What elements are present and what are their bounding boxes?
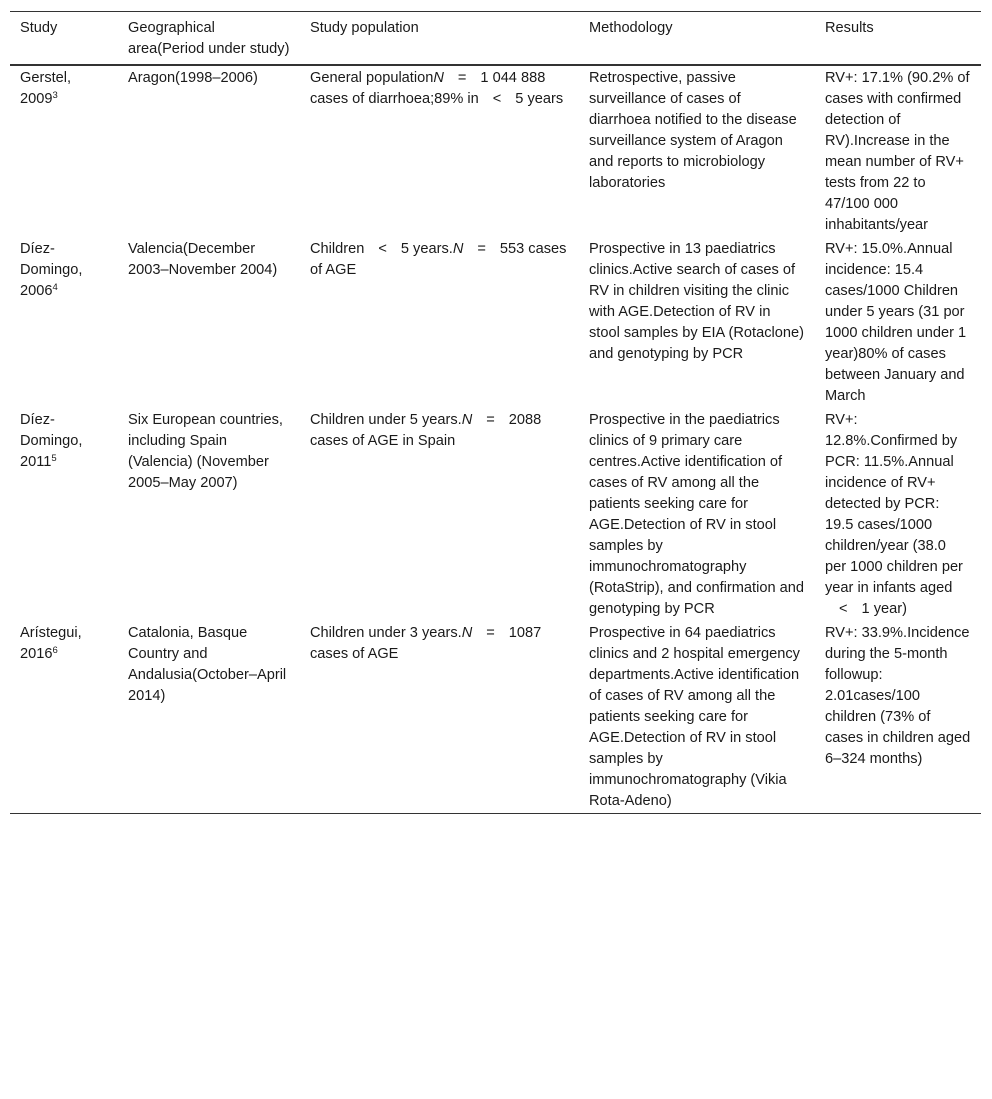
study-ref: 5 — [51, 453, 57, 464]
study-name: Díez-Domingo, 2011 — [20, 412, 83, 470]
study-cell — [10, 65, 118, 237]
results-post: 1 year) — [861, 601, 907, 617]
studies-table — [10, 12, 981, 813]
study-cell — [10, 408, 118, 621]
methodology-cell: Prospective in the paediatrics clinics of 9 primary care centres.Active identification of cases of RV among all the patients seeking care for AGE.Detection of RV in stool samples by immunochromatography (RotaStrip), and confirmation and genotyping by PCR — [589, 412, 804, 617]
studies-table-container — [10, 11, 981, 814]
methodology-cell: Retrospective, passive surveillance of cases of diarrhoea notified to the disease surveillance system of Aragon and reports to microbiology laboratories — [589, 70, 797, 191]
population-var: N — [433, 70, 444, 86]
methodology-cell: Prospective in 64 paediatrics clinics and 2 hospital emergency departments.Active identification of cases of RV among all the patients seeking care for AGE.Detection of RV in stool samples by immunochromatography (Vikia Rota-Adeno) — [589, 625, 800, 809]
population-cell — [300, 237, 579, 408]
population-post: 553 cases of AGE — [310, 241, 567, 278]
area-cell: Six European countries, including Spain (Valencia) (November 2005–May 2007) — [128, 412, 283, 491]
results-lt: < — [839, 601, 848, 617]
population-lt: < — [378, 241, 387, 257]
area-cell: Valencia(December 2003–November 2004) — [128, 241, 278, 278]
table-header — [10, 12, 981, 65]
population-mid: 5 years. — [400, 241, 453, 257]
study-ref: 6 — [52, 645, 58, 656]
table-row — [10, 621, 981, 813]
population-lt: < — [492, 91, 502, 107]
population-eq: = — [486, 625, 495, 641]
header-population: Study population — [300, 12, 579, 65]
population-pre: Children — [310, 241, 365, 257]
area-cell: Catalonia, Basque Country and Andalusia(October–April 2014) — [128, 625, 287, 704]
population-var: N — [461, 412, 473, 428]
results-cell — [815, 408, 981, 621]
header-results: Results — [815, 12, 981, 65]
results-cell: RV+: 33.9%.Incidence during the 5-month followup: 2.01cases/100 children (73% of cases in children aged 6–324 months) — [825, 625, 971, 767]
population-post: 1087 cases of AGE — [310, 625, 542, 662]
population-post: 1 044 888 cases of diarrhoea;89% in — [310, 70, 546, 107]
population-eq: = — [477, 241, 486, 257]
population-cell — [300, 65, 579, 237]
population-var: N — [452, 241, 464, 257]
population-end: 5 years — [515, 91, 564, 107]
study-ref: 4 — [52, 282, 58, 293]
population-post: 2088 cases of AGE in Spain — [310, 412, 542, 449]
population-pre: General population — [310, 70, 434, 86]
results-cell: RV+: 15.0%.Annual incidence: 15.4 cases/1000 Children under 5 years (31 por 1000 children under 1 year)80% of cases between January and March — [825, 241, 967, 404]
population-pre: Children under 5 years. — [310, 412, 462, 428]
header-study: Study — [10, 12, 118, 65]
header-area: Geographical area(Period under study) — [118, 12, 300, 65]
header-methodology: Methodology — [579, 12, 815, 65]
results-cell: RV+: 17.1% (90.2% of cases with confirmed detection of RV).Increase in the mean number of RV+ tests from 22 to 47/100 000 inhabitants/year — [825, 70, 970, 233]
study-ref: 3 — [52, 90, 58, 101]
population-var: N — [461, 625, 473, 641]
study-name: Díez-Domingo, 2006 — [20, 241, 83, 299]
population-cell — [300, 408, 579, 621]
population-cell — [300, 621, 579, 813]
study-name: Gerstel, 2009 — [20, 70, 72, 107]
table-row — [10, 65, 981, 237]
population-eq: = — [486, 412, 495, 428]
table-row — [10, 237, 981, 408]
results-pre: RV+: 12.8%.Confirmed by PCR: 11.5%.Annual incidence of RV+ detected by PCR: 19.5 cases/1000 children/year (38.0 per 1000 children per year in infants aged — [825, 412, 963, 596]
table-body — [10, 65, 981, 813]
population-pre: Children under 3 years. — [310, 625, 462, 641]
table-row — [10, 408, 981, 621]
methodology-cell: Prospective in 13 paediatrics clinics.Active search of cases of RV in children visiting the clinic with AGE.Detection of RV in stool samples by EIA (Rotaclone) and genotyping by PCR — [589, 241, 804, 362]
header-row — [10, 12, 981, 65]
study-name: Arístegui, 2016 — [20, 625, 82, 662]
study-cell — [10, 237, 118, 408]
study-cell — [10, 621, 118, 813]
population-eq: = — [457, 70, 467, 86]
area-cell: Aragon(1998–2006) — [128, 70, 258, 86]
